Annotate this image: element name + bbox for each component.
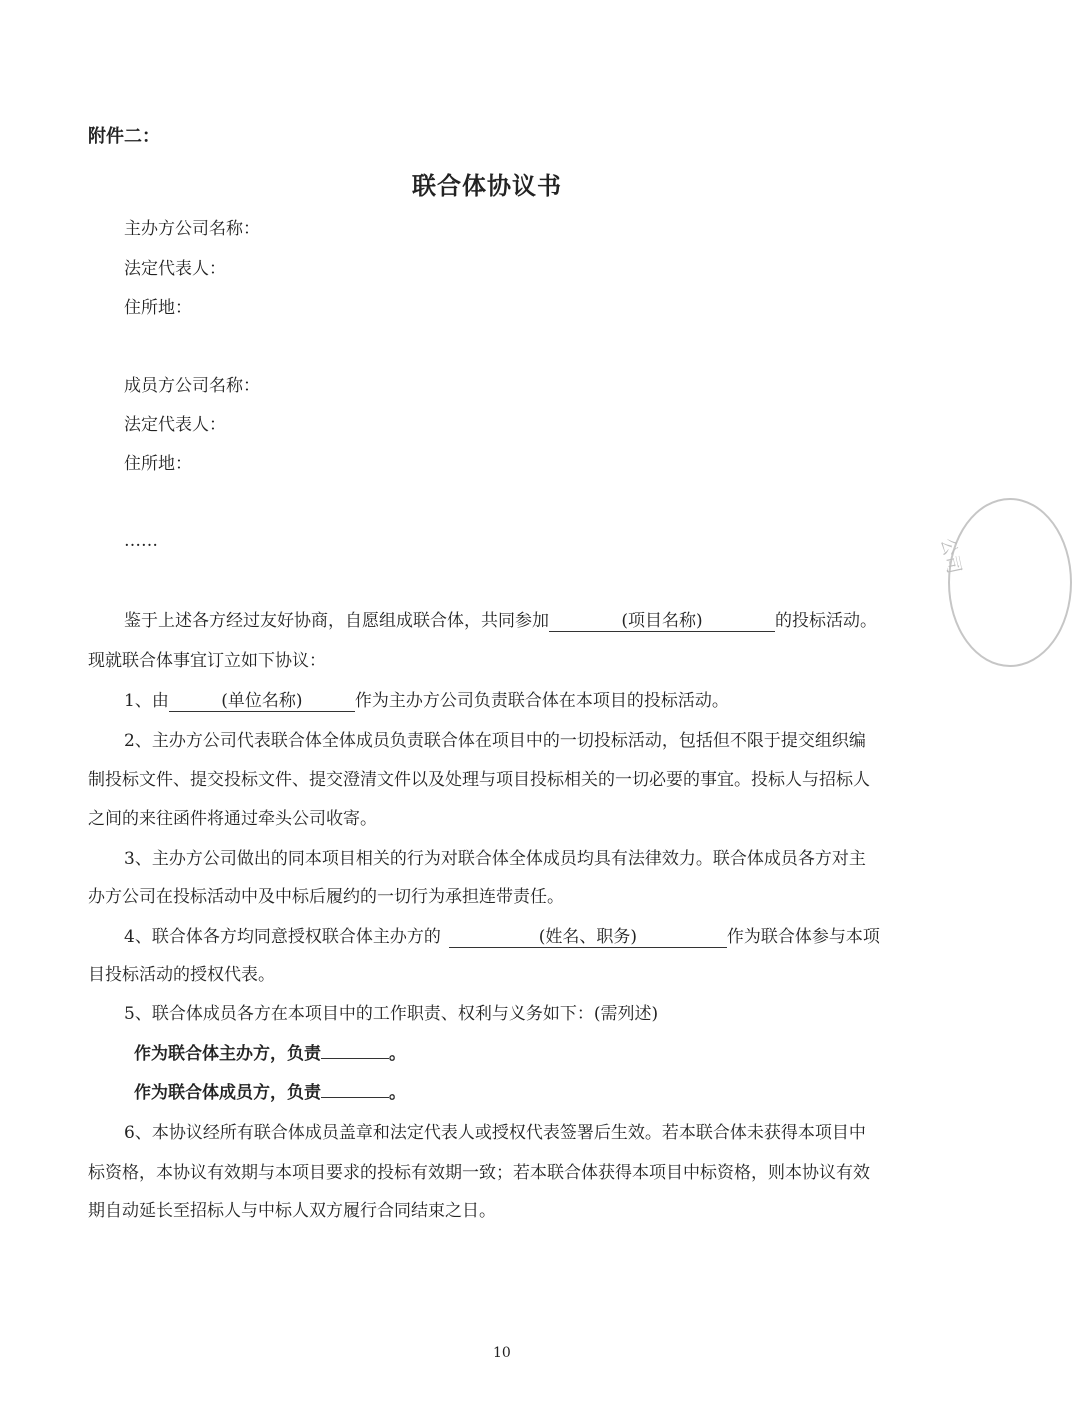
partial-seal-stamp [936, 498, 1072, 667]
clause-1 [124, 690, 729, 712]
member-duty-line [134, 1082, 406, 1104]
clause-4-suffix: 作为联合体参与本项 [726, 927, 880, 947]
member-company-label: 成员方公司名称： [124, 376, 260, 396]
intro-line-2: 现就联合体事宜订立如下协议： [88, 651, 326, 671]
host-duty-prefix: 作为联合体主办方，负责 [134, 1044, 321, 1064]
clause-2-line-3: 之间的来往函件将通过牵头公司收寄。 [88, 809, 377, 829]
seal-text: 公司 [936, 536, 965, 576]
project-name-blank: (项目名称) [549, 611, 775, 632]
clause-1-prefix: 1、由 [124, 691, 169, 711]
intro-suffix: 的投标活动。 [775, 611, 877, 631]
clause-4-line-2: 目投标活动的授权代表。 [88, 965, 275, 985]
clause-3-line-1: 3、主办方公司做出的同本项目相关的行为对联合体全体成员均具有法律效力。联合体成员各方对主 [124, 849, 866, 869]
host-duty-suffix: 。 [389, 1044, 406, 1064]
clause-6-line-1: 6、本协议经所有联合体成员盖章和法定代表人或授权代表签署后生效。若本联合体未获得本项目中 [124, 1123, 866, 1143]
host-duty-line [134, 1043, 406, 1065]
clause-5-line-1: 5、联合体成员各方在本项目中的工作职责、权利与义务如下：(需列述) [124, 1004, 659, 1024]
member-duty-prefix: 作为联合体成员方，负责 [134, 1083, 321, 1103]
member-legal-rep-label: 法定代表人： [124, 415, 226, 435]
host-legal-rep-label: 法定代表人： [124, 259, 226, 279]
clause-6-line-3: 期自动延长至招标人与中标人双方履行合同结束之日。 [88, 1201, 496, 1221]
unit-name-blank: (单位名称) [169, 691, 355, 712]
clause-4-prefix: 4、联合体各方均同意授权联合体主办方的 [124, 927, 441, 947]
ellipsis: …… [124, 531, 158, 551]
clause-2-line-2: 制投标文件、提交投标文件、提交澄清文件以及处理与项目投标相关的一切必要的事宜。投标人与招标人 [88, 770, 870, 790]
host-duty-blank [321, 1058, 389, 1059]
clause-1-suffix: 作为主办方公司负责联合体在本项目的投标活动。 [354, 691, 729, 711]
host-address-label: 住所地： [124, 298, 192, 318]
clause-6-line-2: 标资格，本协议有效期与本项目要求的投标有效期一致；若本联合体获得本项目中标资格，则本协议有效 [88, 1163, 870, 1183]
document-title: 联合体协议书 [412, 171, 562, 200]
page-number: 10 [493, 1345, 511, 1361]
clause-2-line-1: 2、主办方公司代表联合体全体成员负责联合体在项目中的一切投标活动，包括但不限于提交组织编 [124, 731, 866, 751]
name-title-blank: (姓名、职务) [449, 927, 727, 948]
attachment-label: 附件二： [88, 126, 160, 147]
member-duty-blank [321, 1097, 389, 1098]
clause-4-line-1 [124, 926, 880, 948]
member-duty-suffix: 。 [389, 1083, 406, 1103]
intro-prefix: 鉴于上述各方经过友好协商，自愿组成联合体，共同参加 [124, 611, 549, 631]
member-address-label: 住所地： [124, 454, 192, 474]
host-company-label: 主办方公司名称： [124, 219, 260, 239]
intro-line-1 [124, 610, 877, 632]
clause-3-line-2: 办方公司在投标活动中及中标后履约的一切行为承担连带责任。 [88, 887, 564, 907]
